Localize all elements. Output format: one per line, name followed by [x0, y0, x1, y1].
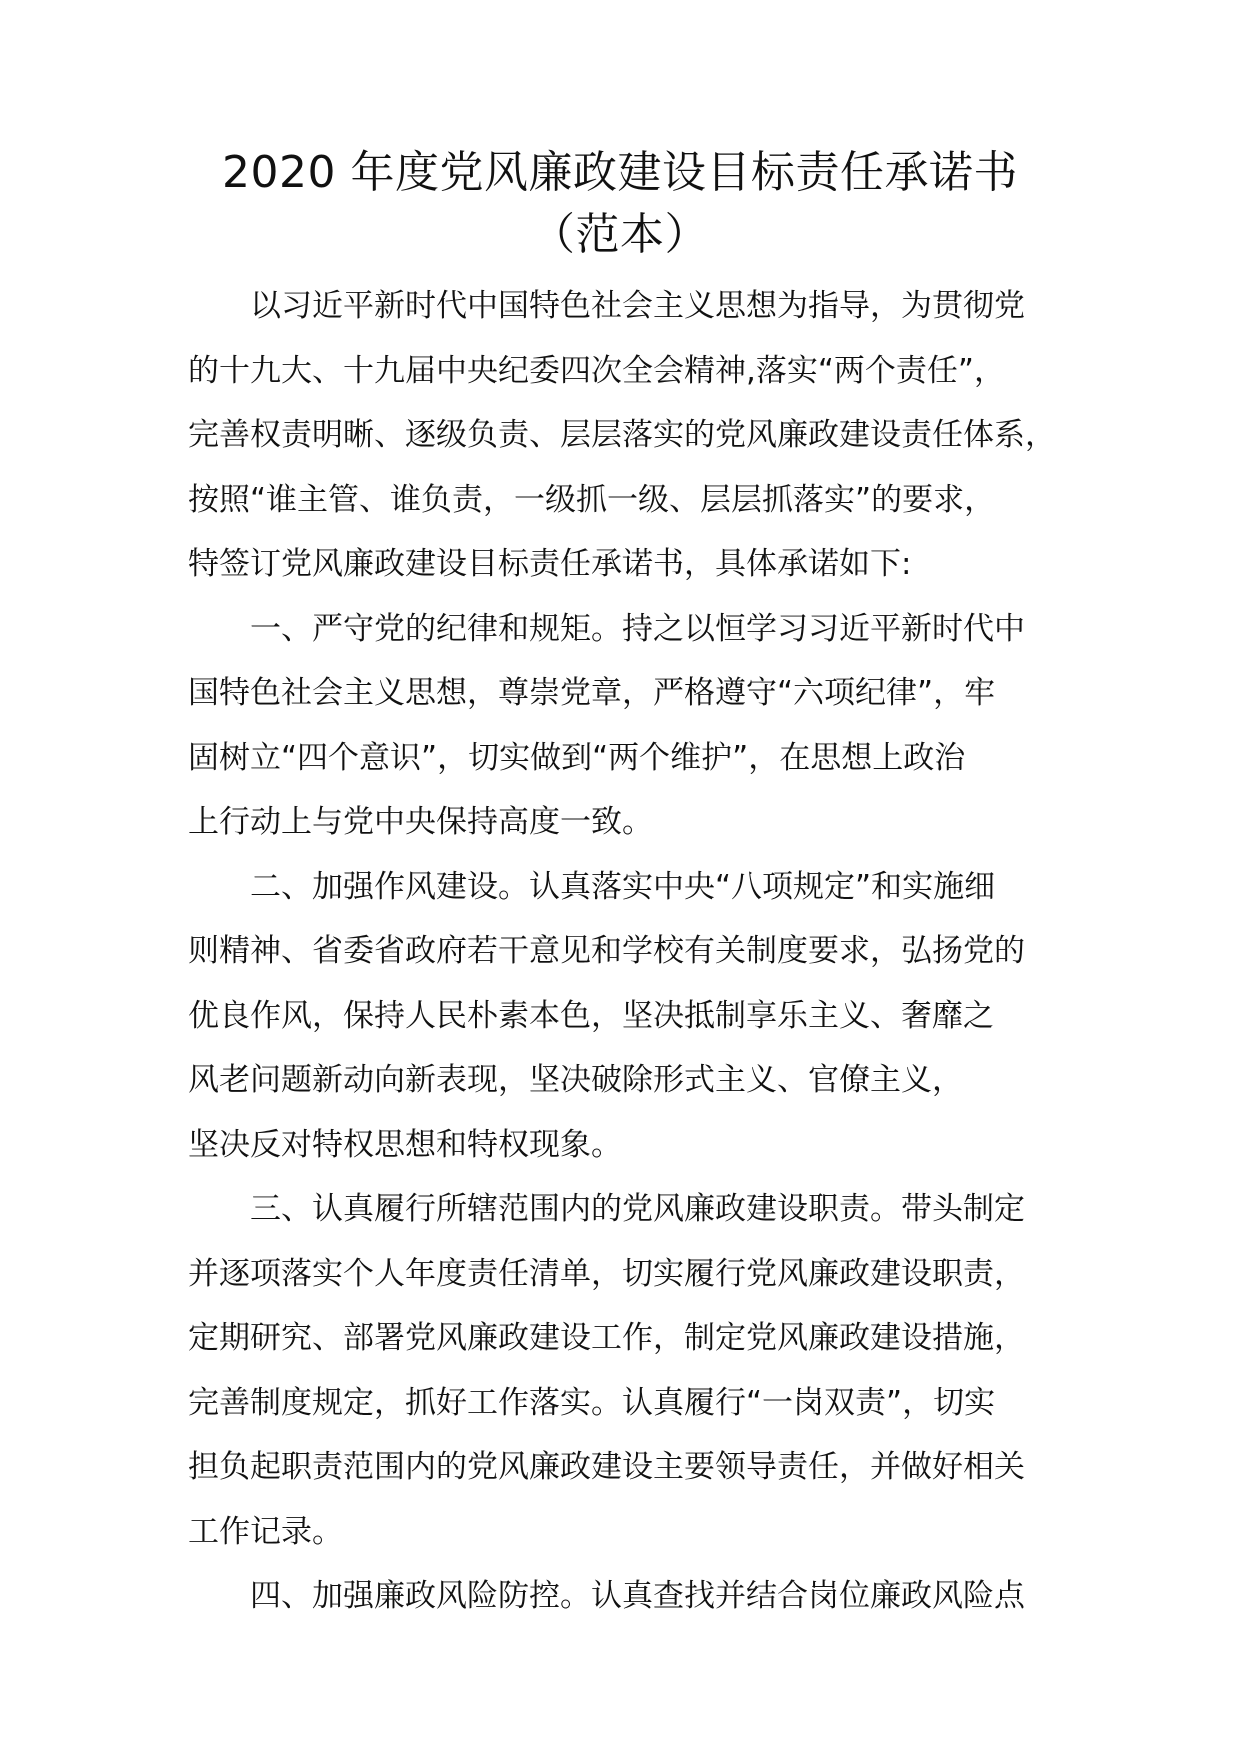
paragraph-line: 按照“谁主管、谁负责，一级抓一级、层层抓落实”的要求，: [188, 481, 996, 518]
paragraph-first-line: 三、认真履行所辖范围内的党风廉政建设职责。带头制定: [250, 1191, 1025, 1227]
title-subtitle-line: （范本）: [531, 209, 709, 260]
paragraph-line: 风老问题新动向新表现，坚决破除形式主义、官僚主义，: [188, 1062, 963, 1098]
paragraph-line: 上行动上与党中央保持高度一致。: [188, 804, 653, 840]
paragraph-line: 优良作风，保持人民朴素本色，坚决抵制享乐主义、奢靡之: [188, 997, 994, 1034]
paragraph-first-line: 以习近平新时代中国特色社会主义思想为指导，为贯彻党: [250, 288, 1025, 324]
paragraph-first-line: 一、严守党的纪律和规矩。持之以恒学习习近平新时代中: [250, 610, 1025, 647]
paragraph-line: 坚决反对特权思想和特权现象。: [188, 1126, 622, 1163]
paragraph-line: 完善权责明晰、逐级负责、层层落实的党风廉政建设责任体系，: [188, 417, 1056, 453]
title-line: 2020 年度党风廉政建设目标责任承诺书: [222, 147, 1018, 198]
paragraph-line: 完善制度规定，抓好工作落实。认真履行“一岗双责”，切实: [188, 1384, 996, 1421]
paragraph-line: 国特色社会主义思想，尊崇党章，严格遵守“六项纪律”，牢: [188, 675, 996, 711]
paragraph-line: 并逐项落实个人年度责任清单，切实履行党风廉政建设职责，: [188, 1255, 1025, 1292]
paragraph-line: 则精神、省委省政府若干意见和学校有关制度要求，弘扬党的: [188, 933, 1025, 969]
paragraph-line: 的十九大、十九届中央纪委四次全会精神,落实“两个责任”，: [188, 352, 1005, 389]
paragraph-first-line: 四、加强廉政风险防控。认真查找并结合岗位廉政风险点: [250, 1578, 1025, 1614]
paragraph-line: 固树立“四个意识”，切实做到“两个维护”，在思想上政治: [188, 739, 966, 776]
paragraph-first-line: 二、加强作风建设。认真落实中央“八项规定”和实施细: [250, 868, 996, 905]
paragraph-line: 工作记录。: [188, 1513, 343, 1550]
paragraph-line: 担负起职责范围内的党风廉政建设主要领导责任，并做好相关: [188, 1449, 1025, 1485]
document-body: [188, 274, 1058, 1629]
paragraph-line: 定期研究、部署党风廉政建设工作，制定党风廉政建设措施，: [188, 1320, 1025, 1356]
paragraph-line: 特签订党风廉政建设目标责任承诺书，具体承诺如下:: [188, 546, 912, 582]
document-title: [0, 142, 1240, 266]
